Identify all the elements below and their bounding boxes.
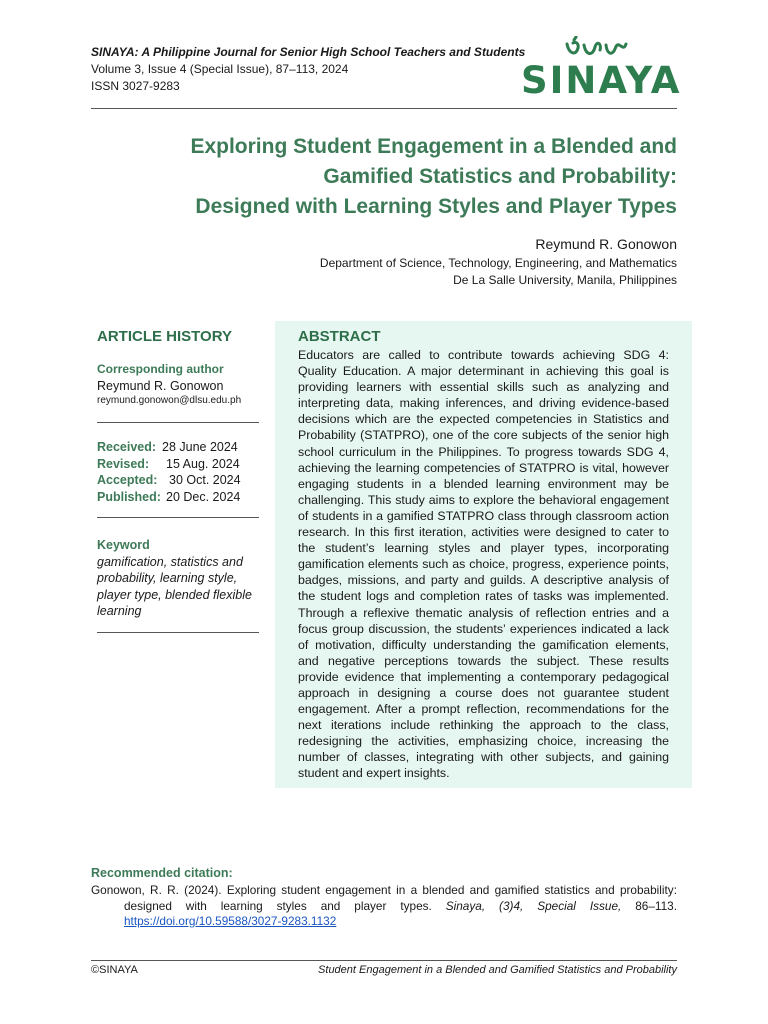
citation-source: Sinaya, (3)4, Special Issue, <box>445 898 622 913</box>
date-value: 15 Aug. 2024 <box>166 456 240 471</box>
date-value: 28 June 2024 <box>162 440 238 454</box>
article-dates <box>97 439 241 505</box>
footer-running-title: Student Engagement in a Blended and Gamified Statistics and Probability <box>318 964 677 976</box>
footer-copyright: ©SINAYA <box>91 964 138 976</box>
date-row-received: Received: 28 June 2024 <box>97 440 238 454</box>
date-row-published: Published: 20 Dec. 2024 <box>97 489 241 504</box>
date-label: Accepted <box>97 473 154 487</box>
corresponding-author-label: Corresponding author <box>97 362 224 376</box>
affiliation-line: Department of Science, Technology, Engineering, and Mathematics <box>319 256 677 270</box>
journal-volume-line: Volume 3, Issue 4 (Special Issue), 87–113, 2024 <box>91 62 349 76</box>
header-divider <box>91 108 677 109</box>
date-row-accepted: Accepted: 30 Oct. 2024 <box>97 473 241 487</box>
journal-issn: ISSN 3027-9283 <box>91 79 180 93</box>
article-title <box>77 132 677 222</box>
article-history-heading: ARTICLE HISTORY <box>97 328 233 345</box>
article-title-line: Gamified Statistics and Probability: <box>323 165 677 188</box>
citation-text <box>91 883 677 930</box>
article-title-line: Exploring Student Engagement in a Blended and <box>190 135 677 158</box>
keyword-label: Keyword <box>97 538 150 552</box>
doi-link[interactable]: https://doi.org/10.59588/3027-9283.1132 <box>124 914 337 928</box>
journal-logo-wordmark: SINAYA <box>521 59 682 102</box>
sidebar-divider <box>97 632 259 633</box>
affiliation-line: De La Salle University, Manila, Philippines <box>453 273 677 287</box>
citation-pages: 86–113. <box>621 898 677 913</box>
sidebar-divider <box>97 422 259 423</box>
date-label: Revised <box>97 456 145 471</box>
footer-divider <box>91 960 677 961</box>
corresponding-author-name: Reymund R. Gonowon <box>97 379 224 393</box>
keyword-list: gamification, statistics and probability, learning style, player type, blended flexible learning <box>97 555 252 618</box>
abstract-text: Educators are called to contribute towards achieving SDG 4: Quality Education. A major determinant in achieving this goal is providing learners with essential skills such as analyzing and interpreting data, making inferences, and driving evidence-based decisions which are the expected competencies in Statistics and Probability (STATPRO), one of the core subjects of the senior high school curriculum in the Philippines. To progress towards SDG 4, achieving the learning competencies of STATPRO is vital, however engaging students in a blended learning environment may be challenging. This study aims to explore the behavioral engagement of students in a gamified STATPRO class through classroom action research. In this first iteration, activities were designed to cater to the student’s learning styles and player types, incorporating gamification elements such as choice, progress, experience points, badges, missions, and party and guilds. A descriptive analysis of the student logs and completion rates of tasks was implemented. Through a reflexive thematic analysis of reflection entries and a focus group discussion, the students’ experiences indicated a lack of motivation, difficulty understanding the gamification elements, and negative perceptions towards the subject. These results provide evidence that implementing a contemporary pedagogical approach in designing a course does not guarantee student engagement. After a prompt reflection, recommendations for the next iterations include rethinking the approach to the class, redesigning the activities, emphasizing choice, increasing the number of classes, integrating with other subjects, and gaining student and expert insights. <box>298 348 669 781</box>
article-title-line: Designed with Learning Styles and Player Types <box>195 195 677 218</box>
citation-label: Recommended citation: <box>91 866 233 880</box>
date-value: 20 Dec. 2024 <box>166 489 241 504</box>
author-affiliation <box>320 255 677 289</box>
date-label: Published <box>97 489 157 504</box>
citation-body: Gonowon, R. R. (2024). Exploring student engagement in a blended and gamified statistics and probability: designed with learning styles and player types. <box>91 883 677 913</box>
journal-name: SINAYA: A Philippine Journal for Senior High School Teachers and Students <box>91 45 526 59</box>
corresponding-author-email[interactable]: reymund.gonowon@dlsu.edu.ph <box>97 395 242 406</box>
sidebar-divider <box>97 517 259 518</box>
date-label: Received <box>97 440 152 454</box>
abstract-heading: ABSTRACT <box>298 328 381 345</box>
author-name: Reymund R. Gonowon <box>535 236 677 252</box>
date-row-revised: Revised: 15 Aug. 2024 <box>97 456 240 471</box>
date-value: 30 Oct. 2024 <box>169 473 241 487</box>
